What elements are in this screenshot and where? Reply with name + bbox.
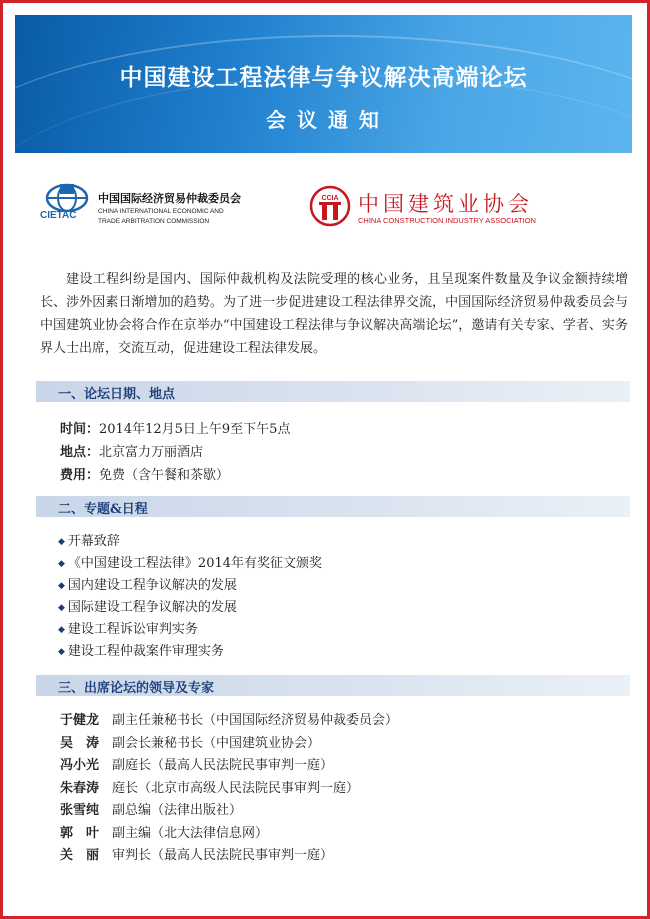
list-item [58, 641, 322, 663]
ccia-logo [308, 184, 548, 234]
ccia-emblem-icon [308, 184, 352, 228]
diamond-bullet-icon: ◆ [58, 581, 65, 591]
list-item [58, 619, 322, 641]
agenda-item-text: 建设工程仲裁案件审理实务 [67, 644, 224, 659]
agenda-item-text: 国内建设工程争议解决的发展 [67, 578, 237, 593]
cietac-globe-icon [40, 182, 94, 212]
section-heading-speakers [36, 675, 630, 696]
speaker-row [60, 755, 398, 778]
time-label: 时间： [60, 422, 100, 437]
speaker-role: 副会长兼秘书长（中国建筑业协会） [112, 735, 321, 751]
speaker-list [60, 710, 398, 868]
speaker-row [60, 778, 398, 801]
speaker-name: 朱春涛 [60, 780, 100, 796]
diamond-bullet-icon: ◆ [58, 559, 65, 569]
section-heading-agenda [36, 496, 630, 517]
place-value: 北京富力万丽酒店 [99, 445, 204, 460]
ccia-name-en: CHINA CONSTRUCTION INDUSTRY ASSOCIATION [358, 216, 536, 225]
cietac-name-cn: 中国国际经济贸易仲裁委员会 [98, 192, 241, 205]
agenda-list [58, 531, 322, 663]
section-heading-text: 一、论坛日期、地点 [58, 387, 176, 402]
speaker-row [60, 710, 398, 733]
time-value: 2014年12月5日上午9至下午5点 [99, 422, 291, 437]
agenda-item-text: 《中国建设工程法律》2014年有奖征文颁奖 [67, 556, 323, 571]
list-item [58, 575, 322, 597]
speaker-name: 于健龙 [60, 713, 100, 728]
fee-value: 免费（含午餐和茶歇） [99, 468, 230, 483]
cietac-wordmark: CIETAC [40, 210, 77, 221]
list-item [58, 597, 322, 619]
speaker-role: 副主编（北大法律信息网） [112, 825, 269, 841]
list-item [58, 553, 322, 575]
info-place [60, 441, 203, 460]
diamond-bullet-icon: ◆ [58, 537, 65, 547]
speaker-role: 副主任兼秘书长（中国国际经济贸易仲裁委员会） [112, 713, 399, 728]
ccia-mark-text: CCIA [321, 195, 339, 202]
speaker-name: 冯小光 [60, 758, 100, 773]
speaker-role: 审判长（最高人民法院民事审判一庭） [112, 848, 334, 863]
page-subtitle: 会 议 通 知 [266, 108, 381, 132]
header-banner [15, 15, 632, 153]
agenda-item-text: 国际建设工程争议解决的发展 [67, 600, 237, 615]
speaker-row [60, 845, 398, 868]
info-time [60, 418, 290, 437]
speaker-name: 吴 涛 [60, 735, 100, 751]
intro-paragraph: 建设工程纠纷是国内、国际仲裁机构及法院受理的核心业务，且呈现案件数量及争议金额持续增长、涉外因素日渐增加的趋势。为了进一步促进建设工程法律界交流，中国国际经济贸易仲裁委员会与中国建筑业协会将合作在京举办“中国建设工程法律与争议解决高端论坛”，邀请有关专家、学者、实务界人士出席，交流互动，促进建设工程法律发展。 [40, 272, 628, 356]
speaker-row [60, 823, 398, 846]
page-title: 中国建设工程法律与争议解决高端论坛 [119, 65, 528, 91]
place-label: 地点： [60, 445, 100, 460]
speaker-name: 郭 叶 [60, 825, 100, 841]
ccia-name-cn: 中国建筑业协会 [358, 192, 533, 216]
diamond-bullet-icon: ◆ [58, 603, 65, 613]
speaker-role: 庭长（北京市高级人民法院民事审判一庭） [112, 780, 360, 796]
cietac-name-en-line2: TRADE ARBITRATION COMMISSION [98, 218, 210, 225]
cietac-name-en-line1: CHINA INTERNATIONAL ECONOMIC AND [98, 208, 224, 215]
agenda-item-text: 建设工程诉讼审判实务 [67, 622, 198, 637]
speaker-role: 副庭长（最高人民法院民事审判一庭） [112, 758, 334, 773]
section-heading-date-venue [36, 381, 630, 402]
speaker-name: 关 丽 [60, 848, 100, 863]
speaker-name: 张雪纯 [60, 803, 100, 818]
speaker-role: 副总编（法律出版社） [112, 803, 243, 818]
list-item [58, 531, 322, 553]
agenda-item-text: 开幕致辞 [67, 534, 120, 549]
fee-label: 费用： [60, 468, 100, 483]
diamond-bullet-icon: ◆ [58, 625, 65, 635]
speaker-row [60, 800, 398, 823]
cietac-logo [40, 182, 270, 232]
section-heading-text: 三、出席论坛的领导及专家 [58, 681, 215, 696]
info-fee [60, 464, 229, 483]
diamond-bullet-icon: ◆ [58, 647, 65, 657]
section-heading-text: 二、专题&日程 [58, 502, 148, 517]
speaker-row [60, 733, 398, 756]
